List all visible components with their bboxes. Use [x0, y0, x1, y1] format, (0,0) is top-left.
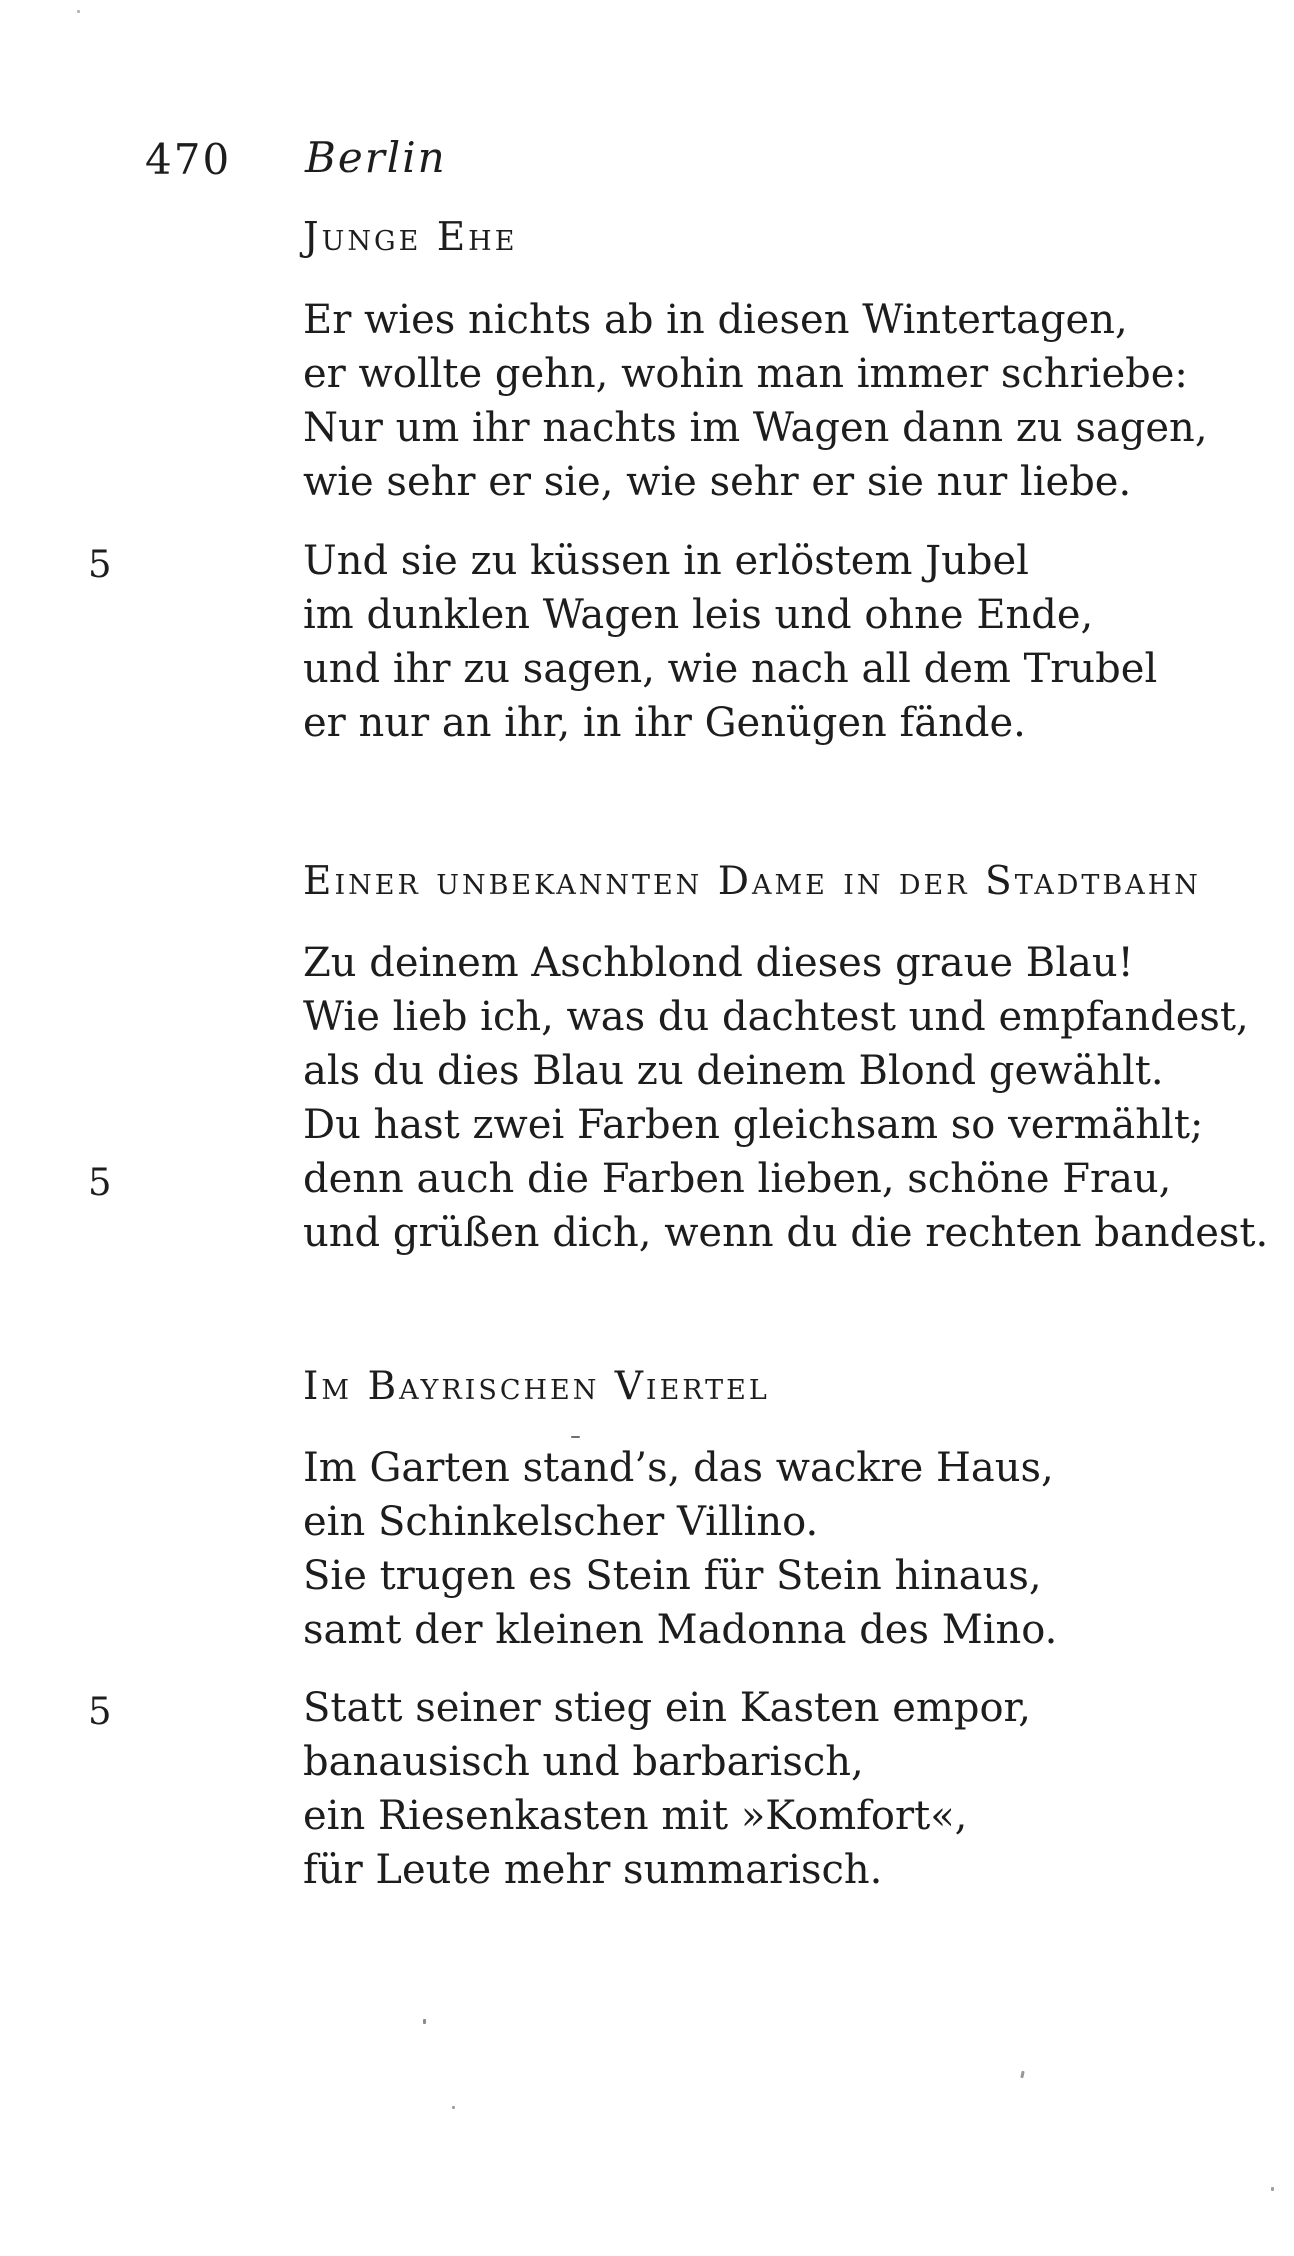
verse-text: denn auch die Farben lieben, schöne Frau, — [303, 1156, 1172, 1202]
scan-speck — [423, 2019, 426, 2024]
verse-line: banausisch und barbarisch, — [303, 1739, 864, 1785]
poem-3-stanza-2 — [88, 1681, 1031, 1897]
verse-line: im dunklen Wagen leis und ohne Ende, — [303, 592, 1094, 638]
verse-line: als du dies Blau zu deinem Blond gewählt. — [303, 1048, 1164, 1094]
poem-3-stanza-1 — [303, 1441, 1057, 1657]
running-header: Berlin — [305, 133, 447, 182]
poem-2-stanza-1 — [88, 936, 1269, 1260]
scan-speck — [1271, 2187, 1274, 2191]
verse-line — [88, 1152, 1268, 1206]
poem-title-im-bayrischen-viertel: Im Bayrischen Viertel — [303, 1364, 770, 1409]
scan-speck — [452, 2106, 455, 2109]
verse-line — [88, 534, 1157, 588]
verse-line: er nur an ihr, in ihr Genügen fände. — [303, 700, 1026, 746]
verse-line: und grüßen dich, wenn du die rechten bandest. — [303, 1210, 1269, 1256]
verse-line: für Leute mehr summarisch. — [303, 1847, 883, 1893]
verse-line — [88, 1681, 1031, 1735]
verse-line: Er wies nichts ab in diesen Wintertagen, — [303, 297, 1128, 343]
verse-line: ein Riesenkasten mit »Komfort«, — [303, 1793, 968, 1839]
verse-line: ein Schinkelscher Villino. — [303, 1499, 819, 1545]
scan-speck — [77, 10, 80, 13]
verse-line-number: 5 — [88, 543, 112, 586]
verse-line: und ihr zu sagen, wie nach all dem Trubel — [303, 646, 1158, 692]
poem-title-einer-unbekannten-dame: Einer unbekannten Dame in der Stadtbahn — [303, 859, 1201, 904]
verse-line: Im Garten stand’s, das wackre Haus, — [303, 1445, 1054, 1491]
verse-line: Nur um ihr nachts im Wagen dann zu sagen, — [303, 405, 1208, 451]
verse-line-number: 5 — [88, 1690, 112, 1733]
verse-line: wie sehr er sie, wie sehr er sie nur liebe. — [303, 459, 1132, 505]
poem-1-stanza-1 — [303, 293, 1208, 509]
verse-line: er wollte gehn, wohin man immer schriebe: — [303, 351, 1188, 397]
verse-line: samt der kleinen Madonna des Mino. — [303, 1607, 1058, 1653]
verse-line-number: 5 — [88, 1161, 112, 1204]
scan-speck — [1020, 2071, 1024, 2078]
verse-line: Sie trugen es Stein für Stein hinaus, — [303, 1553, 1042, 1599]
verse-line: Zu deinem Aschblond dieses graue Blau! — [303, 940, 1134, 986]
poem-title-junge-ehe: Junge Ehe — [303, 215, 518, 260]
verse-text: Und sie zu küssen in erlöstem Jubel — [303, 538, 1029, 584]
poem-1-stanza-2 — [88, 534, 1158, 750]
verse-line: Du hast zwei Farben gleichsam so vermählt; — [303, 1102, 1204, 1148]
page-number: 470 — [145, 135, 232, 184]
verse-line: Wie lieb ich, was du dachtest und empfandest, — [303, 994, 1249, 1040]
scan-speck — [571, 1436, 580, 1438]
verse-text: Statt seiner stieg ein Kasten empor, — [303, 1685, 1031, 1731]
